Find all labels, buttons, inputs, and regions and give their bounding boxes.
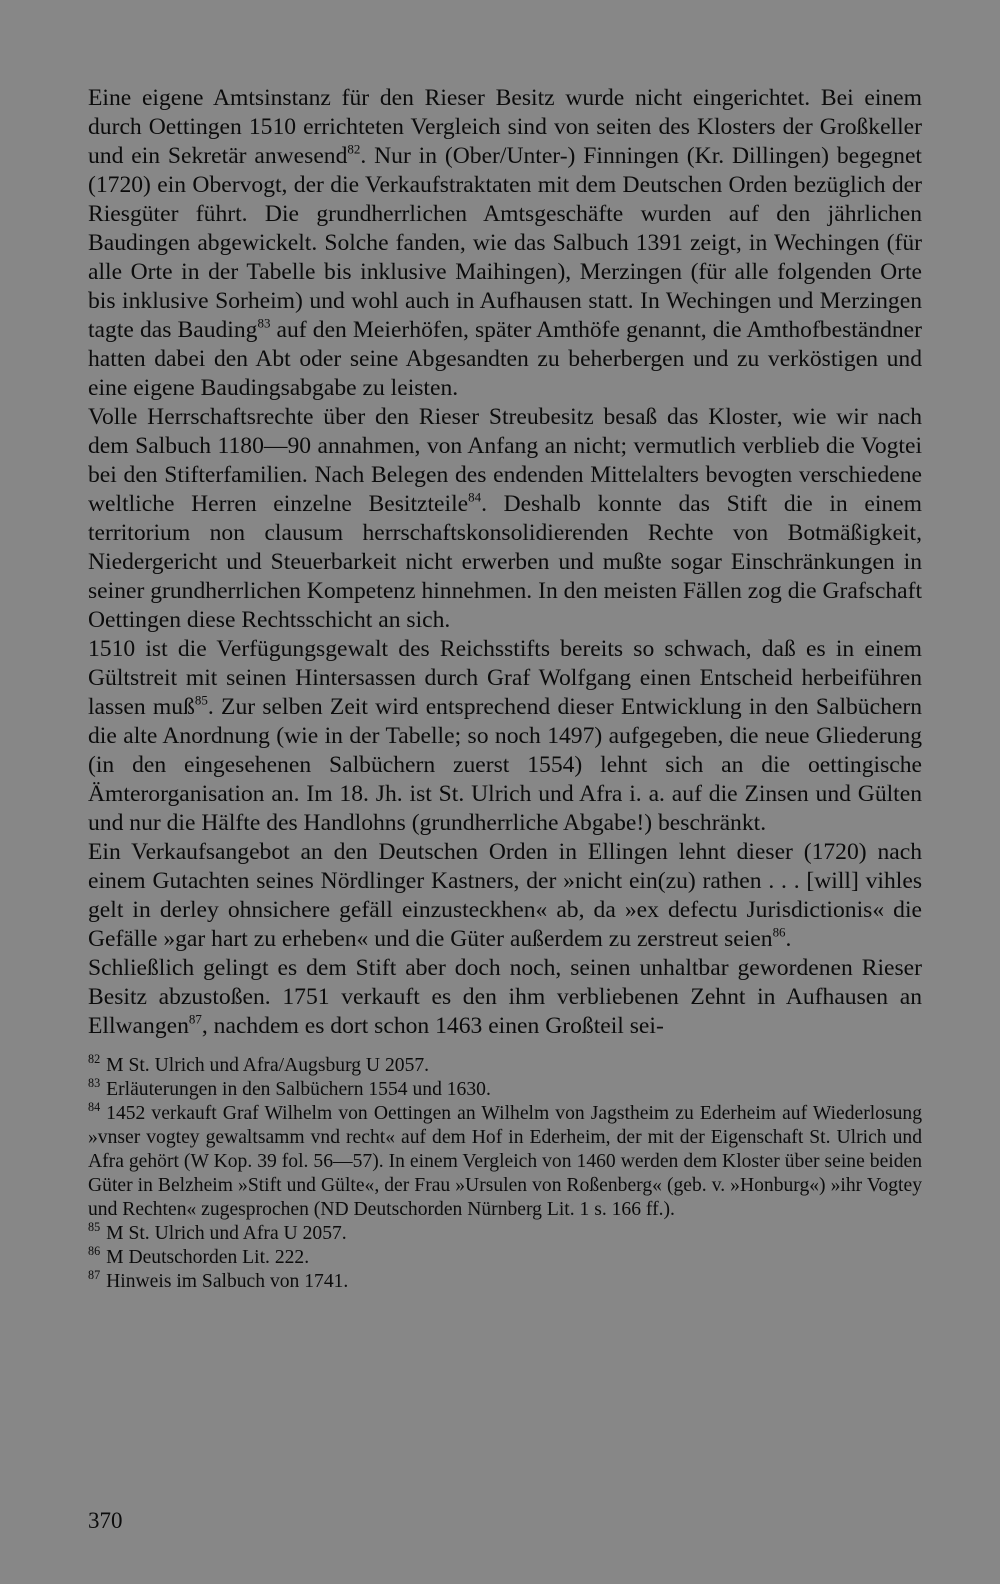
page-number: 370 [88, 1508, 123, 1533]
paragraph-text: 1510 ist die Verfügungsgewalt des Reichsstifts bereits so schwach, daß es in einem Gültstreit mit seinen Hintersassen durch Graf Wolfgang einen Entscheid herbeiführen lassen muß [88, 636, 922, 720]
footnote-text: Erläuterungen in den Salbüchern 1554 und 1630. [106, 1079, 491, 1100]
paragraph-text: . Deshalb konnte das Stift die in einem territorium non clausum herrschaftskonsolidierenden Rechte von Botmäßigkeit, Niedergericht und Steuerbarkeit nicht erwerben und mußte sogar Einschränkungen in seiner grundherrlichen Kompetenz hinnehmen. In den meisten Fällen zog die Grafschaft Oettingen diese Rechtsschicht an sich. [88, 491, 923, 633]
footnote [88, 1051, 922, 1078]
footnote [88, 1219, 922, 1246]
footnote [88, 1099, 922, 1222]
footnote-text: M St. Ulrich und Afra/Augsburg U 2057. [106, 1055, 430, 1076]
paragraph [88, 403, 922, 635]
footnote-text: 1452 verkauft Graf Wilhelm von Oettingen an Wilhelm von Jagstheim zu Ederheim auf Wiederlosung »vnser vogtey gewaltsamm vnd recht« auf dem Hof in Ederheim, der mit der Eigenschaft St. Ulrich und Afra gehört (W Kop. 39 fol. 56—57). In einem Vergleich von 1460 werden dem Kloster über seine beiden Güter in Belzheim »Stift und Gülte«, der Frau »Ursulen von Roßenberg« (geb. v. »Honburg«) »ihr Vogtey und Rechten« zugesprochen (ND Deutschorden Nürnberg Lit. 1 s. 166 ff.). [88, 1103, 922, 1220]
footnote-text: M St. Ulrich und Afra U 2057. [106, 1223, 347, 1244]
paragraph-text: auf den Meierhöfen, später Amthöfe genannt, die Amthofbeständner hatten dabei den Abt oder seine Abgesandten zu beherbergen und zu verköstigen und eine eigene Baudingsabgabe zu leisten. [88, 317, 922, 401]
paragraph [88, 635, 922, 838]
footnote-number: 84 [88, 1099, 101, 1114]
paragraph [88, 954, 922, 1041]
paragraph-text: , nachdem es dort schon 1463 einen Großteil sei- [201, 1013, 664, 1039]
paragraph-text: . Nur in (Ober/Unter-) Finningen (Kr. Dillingen) begegnet (1720) ein Obervogt, der die Verkaufstraktaten mit dem Deutschen Orden bezüglich der Riesgüter führt. Die grundherrlichen Amtsgeschäfte wurden auf den jährlichen Baudingen abgewickelt. Solche fanden, wie das Salbuch 1391 zeigt, in Wechingen (für alle Orte in der Tabelle bis inklusive Maihingen), Merzingen (für alle folgenden Orte bis inklusive Sorheim) und wohl auch in Aufhausen statt. In Wechingen und Merzingen tagte das Bauding [88, 143, 922, 343]
footnote-text: M Deutschorden Lit. 222. [106, 1247, 310, 1268]
footnote-number: 86 [88, 1243, 101, 1258]
footnote [88, 1075, 922, 1102]
footnote-text: Hinweis im Salbuch von 1741. [106, 1271, 349, 1292]
footnote-reference[interactable]: 86 [772, 924, 786, 940]
footnotes [88, 1051, 922, 1294]
footnote-reference[interactable]: 85 [194, 692, 208, 708]
paragraph [88, 838, 922, 954]
paragraph-text: Eine eigene Amtsinstanz für den Rieser Besitz wurde nicht eingerichtet. Bei einem durch Oettingen 1510 errichteten Vergleich sind von seiten des Klosters der Großkeller und ein Sekretär anwesend [88, 85, 922, 169]
paragraph-text: Schließlich gelingt es dem Stift aber doch noch, seinen unhaltbar gewordenen Rieser Besitz abzustoßen. 1751 verkauft es den ihm verbliebenen Zehnt in Aufhausen an Ellwangen [88, 955, 922, 1039]
footnote-number: 87 [88, 1267, 101, 1282]
footnote [88, 1267, 922, 1294]
paragraph-text: . Zur selben Zeit wird entsprechend dieser Entwicklung in den Salbüchern die alte Anordnung (wie in der Tabelle; so noch 1497) aufgegeben, die neue Gliederung (in den eingesehenen Salbüchern zuerst 1554) lehnt sich an die oettingische Ämterorganisation an. Im 18. Jh. ist St. Ulrich und Afra i. a. auf die Zinsen und Gülten und nur die Hälfte des Handlohns (grundherrliche Abgabe!) beschränkt. [88, 694, 922, 836]
footnote-reference[interactable]: 83 [257, 315, 271, 331]
footnote-reference[interactable]: 87 [188, 1011, 202, 1027]
body-text [88, 84, 922, 1041]
paragraph-text: . [785, 926, 792, 952]
paragraph [88, 84, 922, 403]
footnote-number: 83 [88, 1075, 101, 1090]
footnote [88, 1243, 922, 1270]
paragraph-text: Ein Verkaufsangebot an den Deutschen Orden in Ellingen lehnt dieser (1720) nach einem Gutachten seines Nördlinger Kastners, der »nicht ein(zu) rathen . . . [will] vihles gelt in derley ohnsichere gefäll einzusteckhen« ab, da »ex defectu Jurisdictionis« die Gefälle »gar hart zu erheben« und die Güter außerdem zu zerstreut seien [88, 839, 922, 952]
footnote-reference[interactable]: 82 [347, 141, 361, 157]
paragraph-text: Volle Herrschaftsrechte über den Rieser Streubesitz besaß das Kloster, wie wir nach dem Salbuch 1180—90 annahmen, von Anfang an nicht; vermutlich verblieb die Vogtei bei den Stifterfamilien. Nach Belegen des endenden Mittelalters bevogten verschiedene weltliche Herren einzelne Besitzteile [88, 404, 922, 517]
page-content [88, 84, 922, 1294]
footnote-number: 82 [88, 1051, 101, 1066]
footnote-number: 85 [88, 1219, 101, 1234]
footnote-reference[interactable]: 84 [468, 489, 482, 505]
